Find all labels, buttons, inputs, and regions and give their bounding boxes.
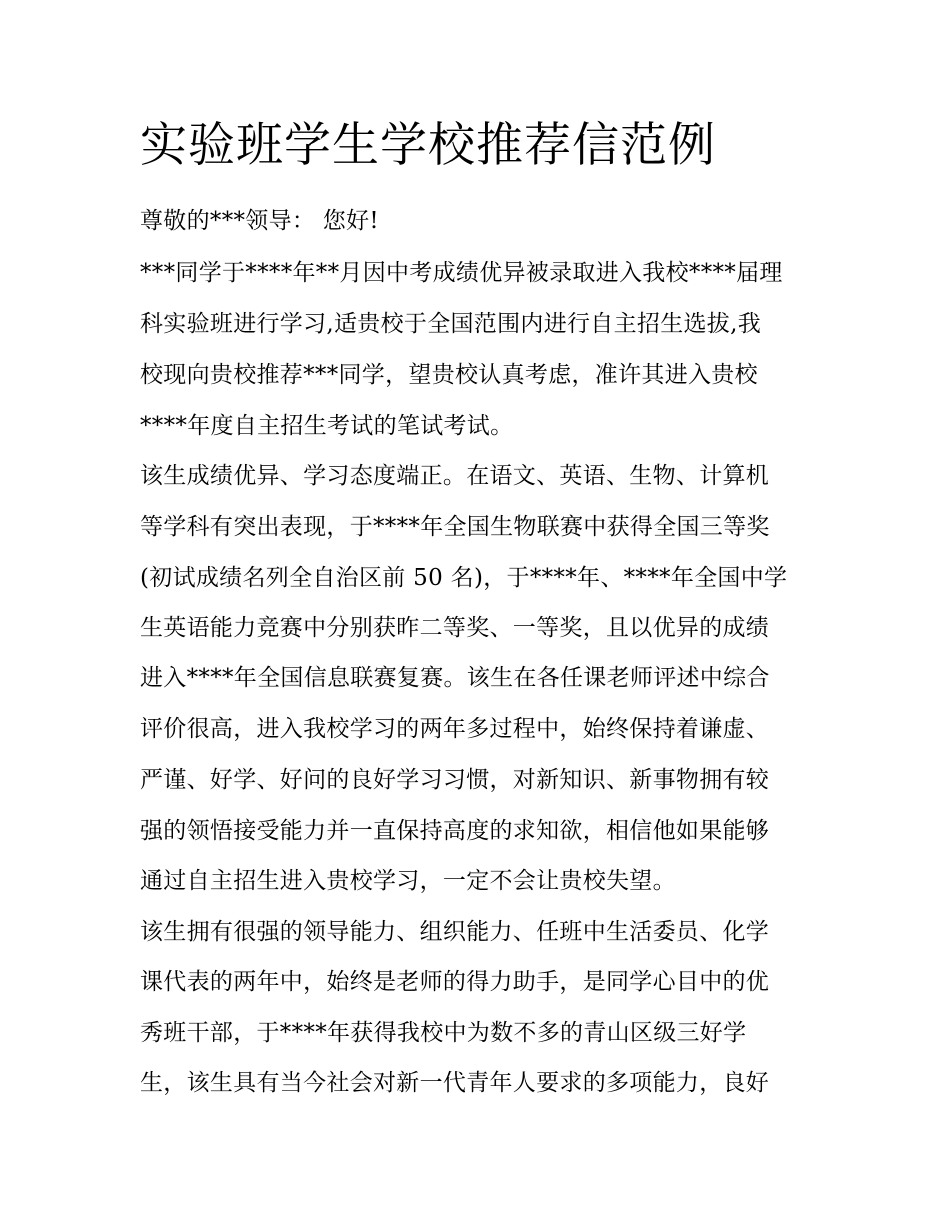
body-line: 该生成绩优异、学习态度端正。在语文、英语、生物、计算机 (140, 463, 770, 489)
document-title: 实验班学生学校推荐信范例 (140, 118, 716, 173)
body-line: 生，该生具有当今社会对新一代青年人要求的多项能力，良好 (140, 1070, 770, 1096)
body-line: 等学科有突出表现，于****年全国生物联赛中获得全国三等奖 (140, 514, 770, 540)
body-line: (初试成绩名列全自治区前 50 名)，于****年、****年全国中学 (140, 565, 788, 591)
body-line: 校现向贵校推荐***同学，望贵校认真考虑，准许其进入贵校 (140, 362, 758, 388)
body-line: ***同学于****年**月因中考成绩优异被录取进入我校****届理 (140, 260, 783, 286)
body-line: 生英语能力竞赛中分别获昨二等奖、一等奖，且以优异的成绩 (140, 615, 770, 641)
body-line: 评价很高，进入我校学习的两年多过程中，始终保持着谦虚、 (140, 716, 770, 742)
body-line: 科实验班进行学习,适贵校于全国范围内进行自主招生选拔,我 (140, 311, 762, 337)
body-line: 秀班干部，于****年获得我校中为数不多的青山区级三好学 (140, 1020, 747, 1046)
body-line: 进入****年全国信息联赛复赛。该生在各任课老师评述中综合 (140, 665, 770, 691)
body-line: 严谨、好学、好问的良好学习习惯，对新知识、新事物拥有较 (140, 767, 770, 793)
body-line: ****年度自主招生考试的笔试考试。 (140, 413, 514, 439)
body-line: 课代表的两年中，始终是老师的得力助手，是同学心目中的优 (140, 969, 770, 995)
body-line: 通过自主招生进入贵校学习，一定不会让贵校失望。 (140, 868, 676, 894)
body-line: 该生拥有很强的领导能力、组织能力、任班中生活委员、化学 (140, 919, 770, 945)
body-line: 强的领悟接受能力并一直保持高度的求知欲，相信他如果能够 (140, 818, 770, 844)
salutation-line: 尊敬的***领导： 您好! (140, 208, 379, 234)
